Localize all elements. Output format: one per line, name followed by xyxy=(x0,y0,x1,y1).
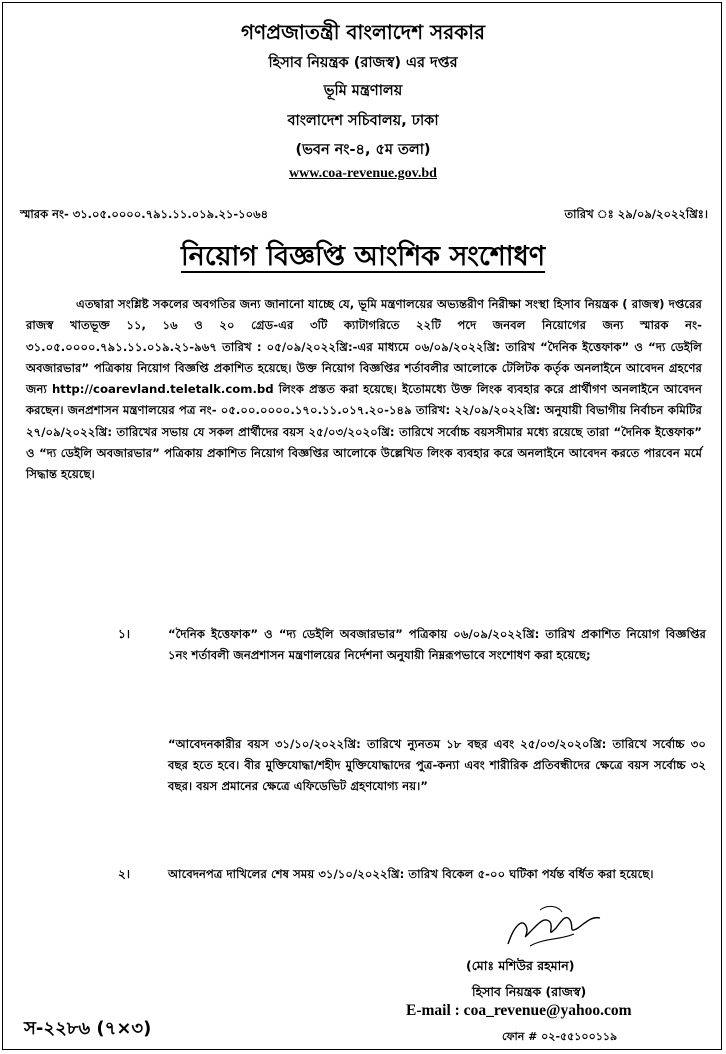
government-heading: গণপ্রজাতন্ত্রী বাংলাদেশ সরকার xyxy=(241,20,485,44)
body-paragraph: এতদ্বারা সংশ্লিষ্ট সকলের অবগতির জন্য জানানো যাচ্ছে যে, ভূমি মন্ত্রণালয়ের অভ্যন্তরীণ নিরীক্ষা সংস্থা হিসাব নিয়ন্ত্রক ( রাজস্ব) দপ্তরের রাজস্ব খাতভূক্ত ১১, ১৬ ও ২০ গ্রেড-এর ৩টি ক্যাটাগরিতে ২২টি পদে জনবল নিয়োগের জন্য স্মারক নং- ৩১.০৫.০০০০.৭৯১.১১.০১৯.২১-৯৬৭ তারিখ : ০৫/০৯/২০২২খ্রি:-এর মাধ্যমে ০৬/০৯/২০২২খ্রি: তারিখ “দৈনিক ইত্তেফাক” ও “দ্য ডেইলি অবজারভার” পত্রিকায় নিয়োগ বিজ্ঞপ্তি প্রকাশিত হয়েছে। উক্ত নিয়োগ বিজ্ঞপ্তির শর্তাবলীর আলোকে টেলিটক কর্তৃক অনলাইনে আবেদন গ্রহণের জন্য http://coarevland.teletalk.com.bd লিংক প্রস্তত করা হয়েছে। ইতোমধ্যে উক্ত লিংক ব্যবহার করে প্রার্থীগণ অনলাইনে আবেদন করছেন। জনপ্রশাসন মন্ত্রণালয়ের পত্র নং- ০৫.০০.০০০০.১৭০.১১.০১৭.২০-১৪৯ তারিখ: ২২/০৯/২০২২খ্রি: অনুযায়ী বিভাগীয় নির্বাচন কমিটির ২৭/০৯/২০২২খ্রি: তারিখের সভায় যে সকল প্রার্থীদের বয়স ২৫/০৩/২০২০খ্রি: তারিখে সর্বোচ্চ বয়সসীমার মধ্যে রয়েছে তারা “দৈনিক ইত্তেফাক” ও “দ্য ডেইলি অবজারভার” পত্রিকায় প্রকাশিত নিয়োগ বিজ্ঞপ্তির আলোকে উল্লেখিত লিংক ব্যবহার করে অনলাইনে আবেদন করতে পারবেন মর্মে সিদ্ধান্ত হয়েছে। xyxy=(26,297,702,482)
contact-email[interactable]: E-mail : coa_revenue@yahoo.com xyxy=(406,1002,632,1019)
ministry-heading: ভূমি মন্ত্রণালয় xyxy=(323,83,403,99)
ad-code: স-২২৮৬ (৭×৩) xyxy=(24,1018,152,1039)
signatory-name: (মোঃ মশিউর রহমান) xyxy=(466,958,575,973)
item-number: ২। xyxy=(118,867,131,881)
location-heading: বাংলাদেশ সচিবালয়, ঢাকা xyxy=(287,113,439,129)
item-number: ১। xyxy=(118,627,131,641)
signature-scribble xyxy=(500,898,610,954)
page-title: নিয়োগ বিজ্ঞপ্তি আংশিক সংশোধণ xyxy=(180,241,546,272)
memo-date: তারিখ ঃ ২৯/০৯/২০২২খ্রিঃ। xyxy=(564,207,708,221)
office-heading: হিসাব নিয়ন্ত্রক (রাজস্ব) এর দপ্তর xyxy=(268,55,458,71)
item-quote: “আবেদনকারীর বয়স ৩১/১০/২০২২খ্রি: তারিখে ন্যুনতম ১৮ বছর এবং ২৫/০৩/২০২০খ্রি: তারিখে সর্বোচ্চ ৩০ বছর হতে হবে। বীর মুক্তিযোদ্ধা/শহীদ মুক্তিযোদ্ধাদের পুত্র-কন্যা এবং শারীরিক প্রতিবন্ধীদের ক্ষেত্রে বয়স সর্বোচ্চ ৩২ বছর। বয়স প্রমানের ক্ষেত্রে এফিডেভিট গ্রহণযোগ্য নয়।” xyxy=(168,737,706,794)
website-link[interactable]: www.coa-revenue.gov.bd xyxy=(289,166,437,181)
contact-phone: ফোন # ০২-৫৫১০০১১৯ xyxy=(502,1030,618,1043)
signatory-designation: হিসাব নিয়ন্ত্রক (রাজস্ব) xyxy=(472,984,587,999)
item-text: “দৈনিক ইত্তেফাক” ও “দ্য ডেইলি অবজারভার” পত্রিকায় ০৬/০৯/২০২২খ্রি: তারিখ প্রকাশিত নিয়োগ বিজ্ঞপ্তির ১নং শর্তাবলী জনপ্রশাসন মন্ত্রণালয়ের নির্দেশনা অনুযায়ী নিম্নরূপভাবে সংশোধণ করা হয়েছে; xyxy=(168,627,706,663)
memo-number: স্মারক নং- ৩১.০৫.০০০০.৭৯১.১১.০১৯.২১-১০৬৪ xyxy=(20,207,269,221)
item-text: আবেদনপত্র দাখিলের শেষ সময় ৩১/১০/২০২২খ্রি: তারিখ বিকেল ৫-০০ ঘটিকা পর্যন্ত বর্ধিত করা হয়েছে। xyxy=(168,867,654,881)
building-heading: (ভবন নং-৪, ৫ম তলা) xyxy=(295,142,431,158)
